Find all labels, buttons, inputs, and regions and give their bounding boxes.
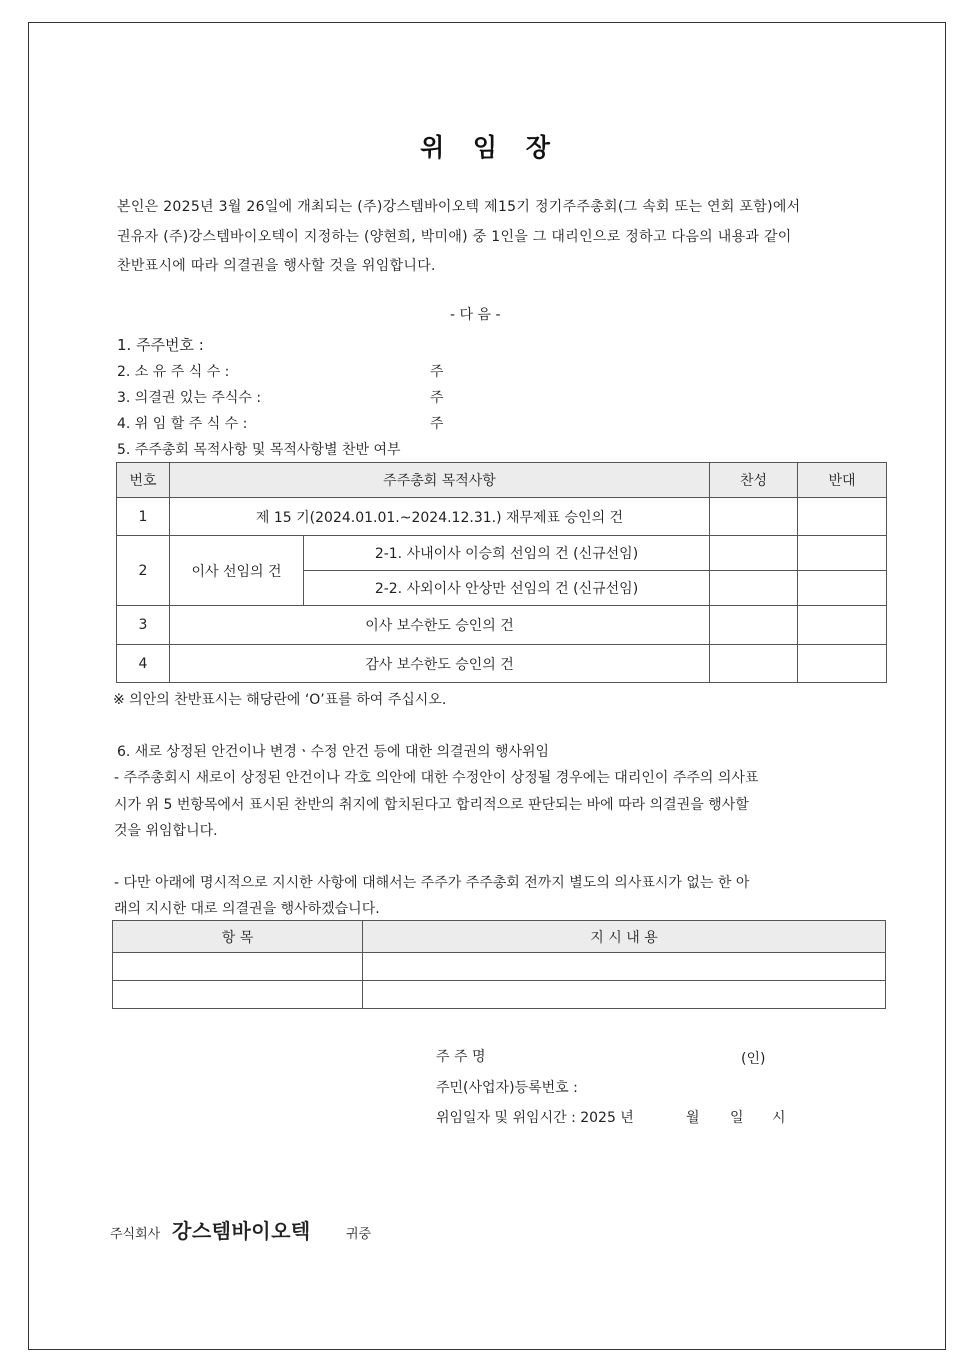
month-label: 월 xyxy=(686,1110,700,1126)
vote-against-cell[interactable] xyxy=(798,536,887,571)
section6-para1-line2: 시가 위 5 번항목에서 표시된 찬반의 취지에 합치된다고 합리적으로 판단되는 바에 따라 의결권을 행사할 xyxy=(114,797,749,813)
instruction-item-cell[interactable] xyxy=(113,981,363,1009)
addressee-suffix: 귀중 xyxy=(346,1227,372,1242)
agenda-heading: 5. 주주총회 목적사항 및 목적사항별 찬반 여부 xyxy=(117,442,401,458)
section6-para2-line1: - 다만 아래에 명시적으로 지시한 사항에 대해서는 주주가 주주총회 전까지 별도의 의사표시가 없는 한 아 xyxy=(114,875,750,891)
agenda-row-1 xyxy=(117,498,887,536)
intro-line-1: 본인은 2025년 3월 26일에 개최되는 (주)강스템바이오텍 제15기 정기주주총회(그 속회 또는 연회 포함)에서 xyxy=(117,199,801,215)
header-against: 반대 xyxy=(798,463,887,498)
company-prefix: 주식회사 xyxy=(110,1227,161,1242)
vote-for-cell[interactable] xyxy=(710,606,798,645)
delegation-date-label: 위임일자 및 위임시간 : 2025 년 xyxy=(436,1110,634,1126)
instruction-content-cell[interactable] xyxy=(363,953,886,981)
instruction-table xyxy=(112,920,886,1009)
row-number: 1 xyxy=(117,498,170,536)
header-item: 항 목 xyxy=(113,921,363,953)
agenda-row-4 xyxy=(117,645,887,683)
day-label: 일 xyxy=(730,1110,744,1126)
vote-note: ※ 의안의 찬반표시는 해당란에 ‘O’표를 하여 주십시오. xyxy=(113,692,447,708)
instruction-item-cell[interactable] xyxy=(113,953,363,981)
document-title: 위 임 장 xyxy=(420,133,560,162)
intro-line-2: 권유자 (주)강스템바이오텍이 지정하는 (양현희, 박미애) 중 1인을 그 대리인으로 정하고 다음의 내용과 같이 xyxy=(117,229,792,245)
vote-for-cell[interactable] xyxy=(710,645,798,683)
seal-mark: (인) xyxy=(741,1051,766,1067)
section6-heading: 6. 새로 상정된 안건이나 변경ㆍ수정 안건 등에 대한 의결권의 행사위임 xyxy=(117,744,550,760)
vote-against-cell[interactable] xyxy=(798,606,887,645)
delegated-shares-unit: 주 xyxy=(430,416,444,432)
shareholder-name-label: 주 주 명 xyxy=(436,1049,486,1065)
hour-label: 시 xyxy=(772,1110,786,1126)
row-number: 3 xyxy=(117,606,170,645)
vote-against-cell[interactable] xyxy=(798,498,887,536)
delegated-shares-label: 4. 위 임 할 주 식 수 : xyxy=(117,416,248,432)
vote-against-cell[interactable] xyxy=(798,571,887,606)
instruction-header-row xyxy=(113,921,886,953)
section6-para1-line3: 것을 위임합니다. xyxy=(114,823,218,839)
agenda-subject: 이사 보수한도 승인의 건 xyxy=(170,606,710,645)
header-no: 번호 xyxy=(117,463,170,498)
agenda-subitem: 2-2. 사외이사 안상만 선임의 건 (신규선임) xyxy=(304,571,710,606)
vote-for-cell[interactable] xyxy=(710,571,798,606)
section6-para1-line1: - 주주총회시 새로이 상정된 안건이나 각호 의안에 대한 수정안이 상정될 경우에는 대리인이 주주의 의사표 xyxy=(114,770,759,786)
agenda-row-2a xyxy=(117,536,887,571)
instruction-row xyxy=(113,953,886,981)
header-subject: 주주총회 목적사항 xyxy=(170,463,710,498)
vote-for-cell[interactable] xyxy=(710,536,798,571)
agenda-subitem: 2-1. 사내이사 이승희 선임의 건 (신규선임) xyxy=(304,536,710,571)
agenda-header-row xyxy=(117,463,887,498)
voting-shares-label: 3. 의결권 있는 주식수 : xyxy=(117,390,262,406)
header-for: 찬성 xyxy=(710,463,798,498)
shareholder-number-label: 1. 주주번호 : xyxy=(117,336,204,354)
vote-for-cell[interactable] xyxy=(710,498,798,536)
voting-shares-unit: 주 xyxy=(430,390,444,406)
company-name: 강스템바이오텍 xyxy=(172,1219,311,1243)
header-content: 지 시 내 용 xyxy=(363,921,886,953)
agenda-subject: 감사 보수한도 승인의 건 xyxy=(170,645,710,683)
instruction-content-cell[interactable] xyxy=(363,981,886,1009)
agenda-row-3 xyxy=(117,606,887,645)
row-number: 4 xyxy=(117,645,170,683)
agenda-subject: 제 15 기(2024.01.01.~2024.12.31.) 재무제표 승인의 건 xyxy=(170,498,710,536)
instruction-row xyxy=(113,981,886,1009)
section6-para2-line2: 래의 지시한 대로 의결권을 행사하겠습니다. xyxy=(114,901,380,917)
owned-shares-label: 2. 소 유 주 식 수 : xyxy=(117,364,230,380)
agenda-group-subject: 이사 선임의 건 xyxy=(170,536,304,606)
owned-shares-unit: 주 xyxy=(430,364,444,380)
row-number: 2 xyxy=(117,536,170,606)
intro-line-3: 찬반표시에 따라 의결권을 행사할 것을 위임합니다. xyxy=(117,258,436,274)
vote-against-cell[interactable] xyxy=(798,645,887,683)
separator-heading: - 다 음 - xyxy=(450,307,501,323)
document-border xyxy=(28,22,946,1350)
agenda-table xyxy=(116,462,887,683)
registration-number-label: 주민(사업자)등록번호 : xyxy=(436,1080,578,1096)
